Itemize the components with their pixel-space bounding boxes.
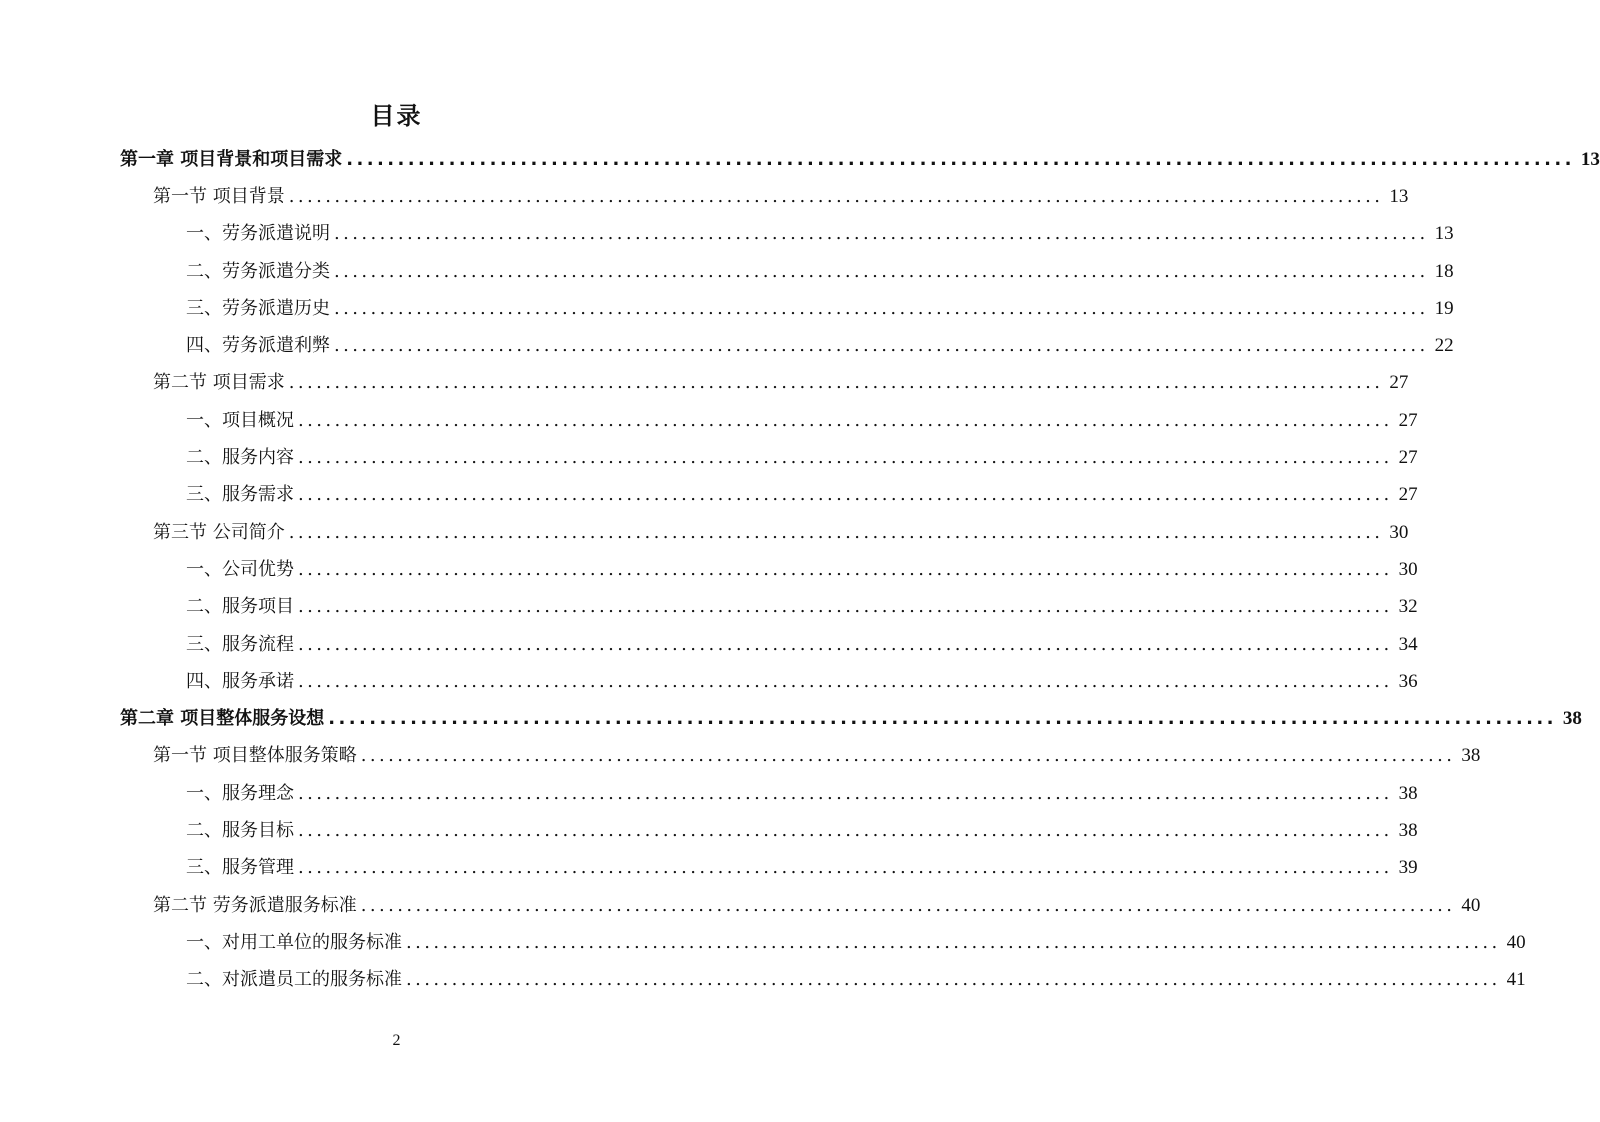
toc-entry-label: 第三节 公司简介 xyxy=(153,521,285,543)
toc-entry-content xyxy=(186,595,1418,619)
toc-entry-content xyxy=(186,409,1418,433)
toc-entry-page: 34 xyxy=(1398,633,1418,655)
toc-entry-content xyxy=(153,894,1481,918)
toc-entry-page: 30 xyxy=(1389,521,1409,543)
toc-leader-dots: ........................................................................................................................ xyxy=(288,372,1384,394)
toc-entry-label: 一、服务理念 xyxy=(186,782,294,804)
toc-entry-content xyxy=(153,744,1481,768)
toc-entry[interactable] xyxy=(0,775,1418,812)
toc-entry[interactable] xyxy=(0,924,1526,961)
toc-leader-dots: ........................................................................................................................ xyxy=(334,335,1429,357)
toc-entry-label: 二、对派遣员工的服务标准 xyxy=(186,969,402,991)
toc-leader-dots: ........................................................................................................................ xyxy=(298,857,1393,879)
toc-entry[interactable] xyxy=(0,178,1409,215)
toc-entry-page: 40 xyxy=(1461,894,1481,916)
toc-entry-label: 第二节 劳务派遣服务标准 xyxy=(153,894,357,916)
toc-entry-label: 三、服务管理 xyxy=(186,857,294,879)
toc-leader-dots: ........................................................................................................................ xyxy=(334,297,1429,319)
toc-entry-page: 27 xyxy=(1398,484,1418,506)
toc-entry-page: 13 xyxy=(1434,223,1454,245)
toc-entry-label: 第一节 项目整体服务策略 xyxy=(153,745,357,767)
toc-entry-content xyxy=(186,670,1418,694)
toc-entry-label: 一、劳务派遣说明 xyxy=(186,223,330,245)
toc-leader-dots: ........................................................................................................................ xyxy=(298,409,1393,431)
toc-entry[interactable] xyxy=(0,663,1418,700)
toc-entry-content xyxy=(186,856,1418,880)
toc-entry-page: 38 xyxy=(1562,708,1582,730)
toc-entry[interactable] xyxy=(0,365,1409,402)
toc-entry[interactable] xyxy=(0,850,1418,887)
toc-entry-content xyxy=(186,446,1418,470)
toc-entry-page: 41 xyxy=(1506,969,1526,991)
toc-entry[interactable] xyxy=(0,738,1481,775)
toc-entry[interactable] xyxy=(0,700,1582,737)
toc-title: 目录 xyxy=(370,102,423,130)
toc-entry-page: 40 xyxy=(1506,931,1526,953)
toc-entry[interactable] xyxy=(0,812,1418,849)
toc-entry-label: 二、服务项目 xyxy=(186,596,294,618)
toc-entry-label: 一、对用工单位的服务标准 xyxy=(186,931,402,953)
toc-entry[interactable] xyxy=(0,962,1526,999)
toc-entry-page: 38 xyxy=(1398,819,1418,841)
toc-leader-dots: ........................................................................................................................ xyxy=(288,521,1384,543)
toc-entry[interactable] xyxy=(0,402,1418,439)
toc-entry-label: 第一章 项目背景和项目需求 xyxy=(120,148,343,170)
toc-entry-label: 三、劳务派遣历史 xyxy=(186,297,330,319)
toc-leader-dots: ........................................................................................................................ xyxy=(298,447,1393,469)
toc-entry[interactable] xyxy=(0,141,1600,178)
toc-entry-label: 第二章 项目整体服务设想 xyxy=(120,708,325,730)
toc-leader-dots: ........................................................................................................................ xyxy=(360,894,1456,916)
toc-entry-page: 22 xyxy=(1434,335,1454,357)
toc-entry[interactable] xyxy=(0,477,1418,514)
toc-entry-label: 四、服务承诺 xyxy=(186,670,294,692)
toc-entry-label: 四、劳务派遣利弊 xyxy=(186,335,330,357)
toc-entry-content xyxy=(186,819,1418,843)
toc-leader-dots: ........................................................................................................................ xyxy=(298,596,1393,618)
toc-entry-page: 19 xyxy=(1434,297,1454,319)
toc-entry-page: 30 xyxy=(1398,558,1418,580)
toc-entry-page: 38 xyxy=(1398,782,1418,804)
toc-leader-dots: ........................................................................................................................ xyxy=(334,260,1429,282)
toc-leader-dots: ........................................................................................................................ xyxy=(288,185,1384,207)
toc-entry-page: 39 xyxy=(1398,857,1418,879)
toc-entry-content xyxy=(153,521,1409,545)
toc-entry-page: 27 xyxy=(1398,409,1418,431)
toc-entry-page: 38 xyxy=(1461,745,1481,767)
toc-entry-content xyxy=(120,707,1582,731)
toc-entry[interactable] xyxy=(0,514,1409,551)
page-number: 2 xyxy=(392,1032,401,1049)
toc-entry-content xyxy=(186,633,1418,657)
toc-entry[interactable] xyxy=(0,626,1418,663)
toc-entry[interactable] xyxy=(0,290,1454,327)
toc-entry-page: 13 xyxy=(1389,185,1409,207)
toc-entry-content xyxy=(186,483,1418,507)
toc-entry-content xyxy=(153,185,1409,209)
toc-entry-content xyxy=(186,931,1526,955)
toc-leader-dots: ........................................................................................................................ xyxy=(298,819,1393,841)
toc-leader-dots: ........................................................................................................................ xyxy=(328,708,1557,730)
toc-entry-label: 一、项目概况 xyxy=(186,409,294,431)
toc-entry[interactable] xyxy=(0,253,1454,290)
toc-entry-label: 第一节 项目背景 xyxy=(153,185,285,207)
toc-entry[interactable] xyxy=(0,887,1481,924)
toc-leader-dots: ........................................................................................................................ xyxy=(298,670,1393,692)
toc-leader-dots: ........................................................................................................................ xyxy=(406,931,1501,953)
toc-entry[interactable] xyxy=(0,589,1418,626)
toc-leader-dots: ........................................................................................................................ xyxy=(298,633,1393,655)
toc-entry-page: 27 xyxy=(1398,447,1418,469)
toc-entry-label: 三、服务流程 xyxy=(186,633,294,655)
toc-entry-page: 18 xyxy=(1434,260,1454,282)
toc-entry-content xyxy=(186,968,1526,992)
toc-entry-label: 二、劳务派遣分类 xyxy=(186,260,330,282)
toc-entry-label: 三、服务需求 xyxy=(186,484,294,506)
toc-leader-dots: ........................................................................................................................ xyxy=(360,745,1456,767)
toc-entry-content xyxy=(186,782,1418,806)
toc-entry-label: 一、公司优势 xyxy=(186,558,294,580)
toc-entry-page: 36 xyxy=(1398,670,1418,692)
toc-entry[interactable] xyxy=(0,216,1454,253)
toc-entry-page: 27 xyxy=(1389,372,1409,394)
toc-entry-label: 二、服务内容 xyxy=(186,447,294,469)
toc-entry-label: 二、服务目标 xyxy=(186,819,294,841)
toc-entry-content xyxy=(186,260,1454,284)
toc-entry-content xyxy=(186,297,1454,321)
toc-entry-label: 第二节 项目需求 xyxy=(153,372,285,394)
toc-leader-dots: ........................................................................................................................ xyxy=(406,969,1501,991)
toc-entry-page: 32 xyxy=(1398,596,1418,618)
toc-leader-dots: ........................................................................................................................ xyxy=(298,484,1393,506)
toc-entry[interactable] xyxy=(0,551,1418,588)
toc-entry-content xyxy=(153,371,1409,395)
toc-entry-content xyxy=(186,334,1454,358)
toc-entry-content xyxy=(186,558,1418,582)
toc-entry-content xyxy=(186,222,1454,246)
toc-leader-dots: ........................................................................................................................ xyxy=(298,782,1393,804)
toc-entry-content xyxy=(120,148,1600,172)
toc-leader-dots: ........................................................................................................................ xyxy=(346,148,1575,170)
toc-leader-dots: ........................................................................................................................ xyxy=(298,558,1393,580)
toc-entry[interactable] xyxy=(0,327,1454,364)
toc-entry[interactable] xyxy=(0,439,1418,476)
table-of-contents xyxy=(0,141,1600,999)
toc-leader-dots: ........................................................................................................................ xyxy=(334,223,1429,245)
toc-entry-page: 13 xyxy=(1580,148,1600,170)
